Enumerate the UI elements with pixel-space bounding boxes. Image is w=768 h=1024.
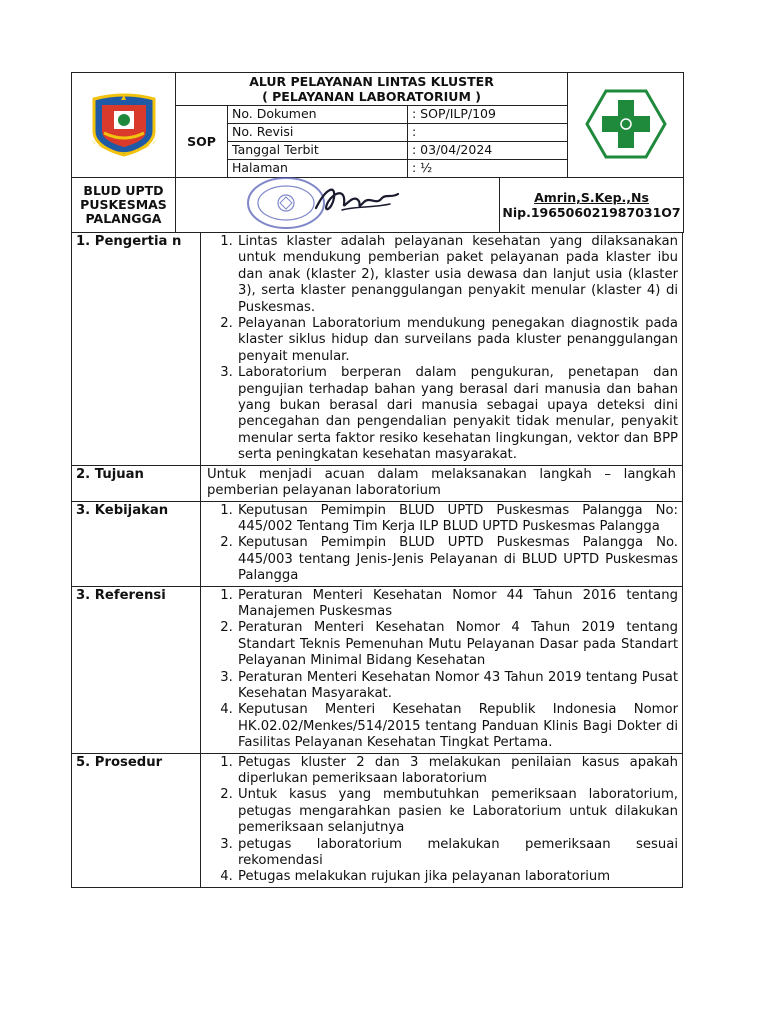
title-line-1: ALUR PELAYANAN LINTAS KLUSTER xyxy=(249,74,494,89)
meta-label-dokumen: No. Dokumen xyxy=(228,106,408,124)
section-label: 1. Pengertia n xyxy=(72,233,201,466)
section-content xyxy=(201,753,683,887)
org-line-3: PALANGGA xyxy=(85,211,162,226)
meta-value-halaman: : ½ xyxy=(408,160,568,178)
section-label: 3. Referensi xyxy=(72,586,201,753)
prosedur-list xyxy=(207,755,678,886)
document-title xyxy=(176,73,568,106)
list-item: 3. Laboratorium berperan dalam pengukuran, penetapan dan pengujian terhadap bahan yang berasal dari manusia dan bahan yang bukan berasal dari manusia sebagai upaya deteksi dini pencegahan dan pengendalian penyakit tidak menular, penyakit menular serta faktor resiko kesehatan lingkungan, vektor dan BPP serta peningkatan kesehatan masyarakat. xyxy=(237,365,678,463)
meta-label-halaman: Halaman xyxy=(228,160,408,178)
kebijakan-list xyxy=(207,503,678,585)
meta-label-tanggal: Tanggal Terbit xyxy=(228,142,408,160)
section-row xyxy=(72,233,683,466)
list-item: 2. Peraturan Menteri Kesehatan Nomor 4 Tahun 2019 tentang Standart Teknis Pemenuhan Mutu Pelayanan Dasar pada Standart Pelayanan Minimal Bidang Kesehatan xyxy=(237,620,678,669)
list-item: 4. Petugas melakukan rujukan jika pelayanan laboratorium xyxy=(237,869,678,885)
section-content xyxy=(201,501,683,586)
org-line-1: BLUD UPTD xyxy=(83,183,164,198)
list-item: 3. Peraturan Menteri Kesehatan Nomor 43 Tahun 2019 tentang Pusat Kesehatan Masyarakat. xyxy=(237,670,678,703)
list-item: 3. petugas laboratorium melakukan pemeriksaan sesuai rekomendasi xyxy=(237,837,678,870)
section-content xyxy=(201,586,683,753)
section-row xyxy=(72,753,683,887)
list-item: 4. Keputusan Menteri Kesehatan Republik Indonesia Nomor HK.02.02/Menkes/514/2015 tentang Panduan Klinis Bagi Dokter di Fasilitas Pelayanan Kesehatan Tingkat Pertama. xyxy=(237,702,678,751)
list-item: 1. Peraturan Menteri Kesehatan Nomor 44 Tahun 2016 tentang Manajemen Puskesmas xyxy=(237,588,678,621)
meta-value-dokumen: : SOP/ILP/109 xyxy=(408,106,568,124)
pengertian-list xyxy=(207,234,678,464)
signature-icon xyxy=(312,180,402,220)
meta-value-revisi: : xyxy=(408,124,568,142)
section-row xyxy=(72,465,683,501)
list-item: 1. Keputusan Pemimpin BLUD UPTD Puskesmas Palangga No: 445/002 Tentang Tim Kerja ILP BLUD UPTD Puskesmas Palangga xyxy=(237,503,678,536)
signer-name: Amrin,S.Kep.,Ns xyxy=(534,190,649,205)
list-item: 1. Lintas klaster adalah pelayanan kesehatan yang dilaksanakan untuk mendukung pemberian paket pelayanan pada klaster ibu dan anak (klaster 2), klaster usia dewasa dan lanjut usia (klaster 3), serta klaster penanggulangan penyakit menular (klaster 4) di Puskesmas. xyxy=(237,234,678,316)
sop-label: SOP xyxy=(176,106,228,178)
sop-body xyxy=(71,232,683,888)
list-item: 1. Petugas kluster 2 dan 3 melakukan penilaian kasus apakah diperlukan pemeriksaan laboratorium xyxy=(237,755,678,788)
title-line-2: ( PELAYANAN LABORATORIUM ) xyxy=(262,89,481,104)
meta-label-revisi: No. Revisi xyxy=(228,124,408,142)
section-content xyxy=(201,233,683,466)
list-item: 2. Untuk kasus yang membutuhkan pemeriksaan laboratorium, petugas mengarahkan pasien ke Laboratorium untuk dilakukan pemeriksaan selanjutnya xyxy=(237,787,678,836)
section-label: 5. Prosedur xyxy=(72,753,201,887)
referensi-list xyxy=(207,588,678,752)
health-logo-cell xyxy=(568,73,684,178)
section-row xyxy=(72,501,683,586)
section-label: 2. Tujuan xyxy=(72,465,201,501)
list-item: 2. Keputusan Pemimpin BLUD UPTD Puskesmas Palangga No. 445/003 tentang Jenis-Jenis Pelayanan di BLUD UPTD Puskesmas Palangga xyxy=(237,535,678,584)
signer-block xyxy=(500,178,684,233)
puskesmas-logo-icon xyxy=(585,88,667,160)
signer-nip: Nip.196506021987031O7 xyxy=(502,205,681,220)
org-line-2: PUSKESMAS xyxy=(80,197,167,212)
tujuan-text: Untuk menjadi acuan dalam melaksanakan langkah – langkah pemberian pelayanan laboratorium xyxy=(201,465,683,501)
section-row xyxy=(72,586,683,753)
meta-value-tanggal: : 03/04/2024 xyxy=(408,142,568,160)
regency-logo-cell xyxy=(72,73,176,178)
regency-emblem-icon xyxy=(88,91,160,157)
list-item: 2. Pelayanan Laboratorium mendukung penegakan diagnostik pada klaster siklus hidup dan surveilans pada kluster penanggulangan penyait menular. xyxy=(237,316,678,365)
organization-name xyxy=(72,178,176,233)
section-label: 3. Kebijakan xyxy=(72,501,201,586)
